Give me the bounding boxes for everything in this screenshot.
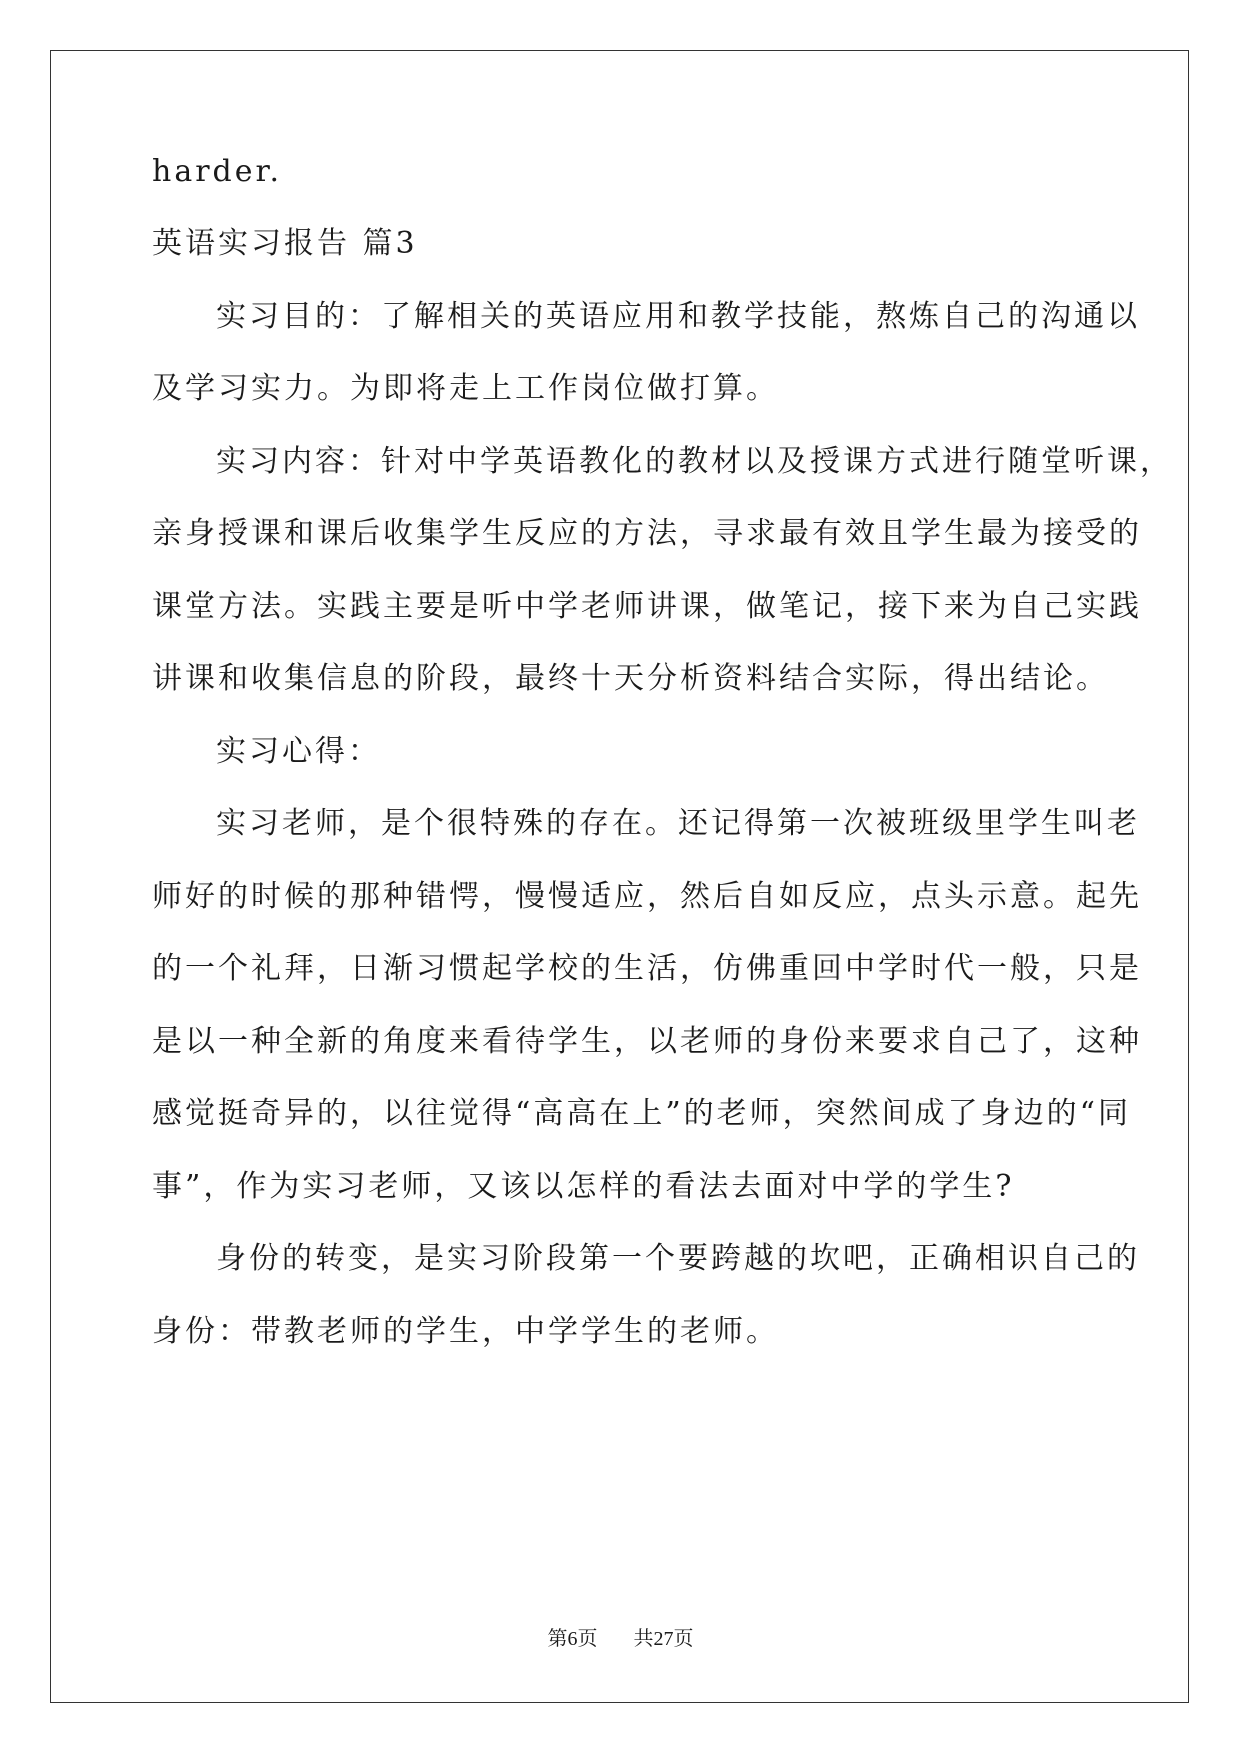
- paragraph-line: 讲课和收集信息的阶段，最终十天分析资料结合实际，得出结论。: [152, 661, 1109, 696]
- paragraph-line: 及学习实力。为即将走上工作岗位做打算。: [152, 371, 779, 406]
- paragraph-line: 是以一种全新的角度来看待学生，以老师的身份来要求自己了，这种: [152, 1024, 1142, 1059]
- paragraph-line: 亲身授课和课后收集学生反应的方法，寻求最有效且学生最为接受的: [152, 516, 1142, 551]
- paragraph-line: 实习目的：了解相关的英语应用和教学技能，熬炼自己的沟通以: [216, 299, 1140, 334]
- paragraph-line: 实习老师，是个很特殊的存在。还记得第一次被班级里学生叫老: [216, 806, 1140, 841]
- page-footer: [0, 1622, 1241, 1651]
- paragraph-line: 事”，作为实习老师，又该以怎样的看法去面对中学的学生?: [152, 1169, 1015, 1204]
- paragraph-line: 课堂方法。实践主要是听中学老师讲课，做笔记，接下来为自己实践: [152, 589, 1142, 624]
- paragraph-line: 实习心得：: [216, 734, 381, 769]
- paragraph-line: 感觉挺奇异的，以往觉得“高高在上”的老师，突然间成了身边的“同: [152, 1096, 1132, 1131]
- page-number: 第6页: [547, 1628, 598, 1650]
- paragraph-line: 身份：带教老师的学生，中学学生的老师。: [152, 1314, 779, 1349]
- text-line: harder.: [152, 154, 283, 189]
- paragraph-line: 身份的转变，是实习阶段第一个要跨越的坎吧，正确相识自己的: [216, 1241, 1140, 1276]
- page-total: 共27页: [633, 1628, 694, 1650]
- paragraph-line: 实习内容：针对中学英语教化的教材以及授课方式进行随堂听课，: [216, 444, 1173, 479]
- paragraph-line: 的一个礼拜，日渐习惯起学校的生活，仿佛重回中学时代一般，只是: [152, 951, 1142, 986]
- paragraph-line: 师好的时候的那种错愕，慢慢适应，然后自如反应，点头示意。起先: [152, 879, 1142, 914]
- section-heading: 英语实习报告 篇3: [152, 226, 418, 261]
